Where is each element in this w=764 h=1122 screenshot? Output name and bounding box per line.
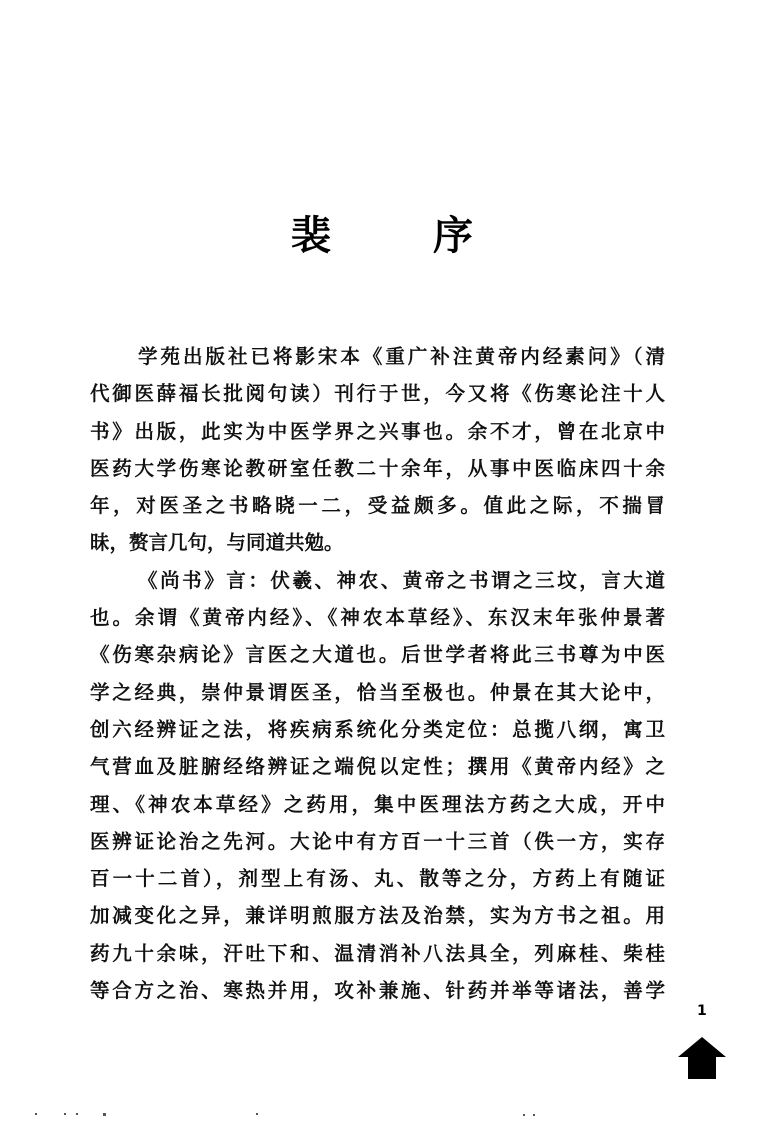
scan-artifact: [256, 1113, 258, 1115]
paragraph-2: [90, 562, 665, 1010]
home-arrow-up-icon[interactable]: [676, 1035, 728, 1081]
scan-artifact: [523, 1114, 525, 1116]
text-line: 医辨证论治之先河。大论中有方百一十三首（佚一方，实存: [90, 829, 665, 853]
scan-artifact: [64, 1113, 66, 1115]
text-line: 年，对医圣之书略晓一二，受益颇多。值此之际，不揣冒: [90, 494, 665, 518]
text-line: 创六经辨证之法，将疾病系统化分类定位：总揽八纲，寓卫: [90, 717, 665, 741]
text-line: 理、《神农本草经》之药用，集中医理法方药之大成，开中: [90, 792, 665, 816]
text-line: 药九十余味，汗吐下和、温清消补八法具全，列麻桂、柴桂: [90, 941, 665, 965]
text-line: 代御医薛福长批阅句读）刊行于世，今又将《伤寒论注十人: [90, 382, 665, 406]
text-line: 百一十二首），剂型上有汤、丸、散等之分，方药上有随证: [90, 867, 665, 891]
text-line: 也。余谓《黄帝内经》、《神农本草经》、东汉末年张仲景著: [90, 606, 665, 630]
text-line: 医药大学伤寒论教研室任教二十余年，从事中医临床四十余: [90, 456, 665, 480]
text-line: 学之经典，崇仲景谓医圣，恰当至极也。仲景在其大论中，: [90, 680, 665, 704]
preface-body: [90, 338, 665, 1009]
text-line: 等合方之治、寒热并用，攻补兼施、针药并举等诸法，善学: [90, 979, 665, 1003]
page-number: 1: [697, 1003, 707, 1019]
scan-artifact: [533, 1114, 535, 1116]
paragraph-1: [90, 338, 665, 562]
scan-artifact: [35, 1113, 37, 1115]
text-line: 学苑出版社已将影宋本《重广补注黄帝内经素问》（清: [138, 345, 665, 368]
text-line: 《伤寒杂病论》言医之大道也。后世学者将此三书尊为中医: [90, 643, 665, 667]
text-line: 加减变化之异，兼详明煎服方法及治禁，实为方书之祖。用: [90, 904, 665, 928]
scan-artifact: [76, 1113, 78, 1115]
text-line: 《尚书》言：伏羲、神农、黄帝之书谓之三坟，言大道: [138, 568, 665, 592]
scan-artifact: [103, 1113, 106, 1116]
text-line: 气营血及脏腑经络辨证之端倪以定性；撰用《黄帝内经》之: [90, 755, 665, 779]
page-title: 裴 序: [291, 212, 517, 259]
text-line: 书》出版，此实为中医学界之兴事也。余不才，曾在北京中: [90, 419, 665, 443]
text-line: 昧，赘言几句，与同道共勉。: [90, 531, 344, 555]
